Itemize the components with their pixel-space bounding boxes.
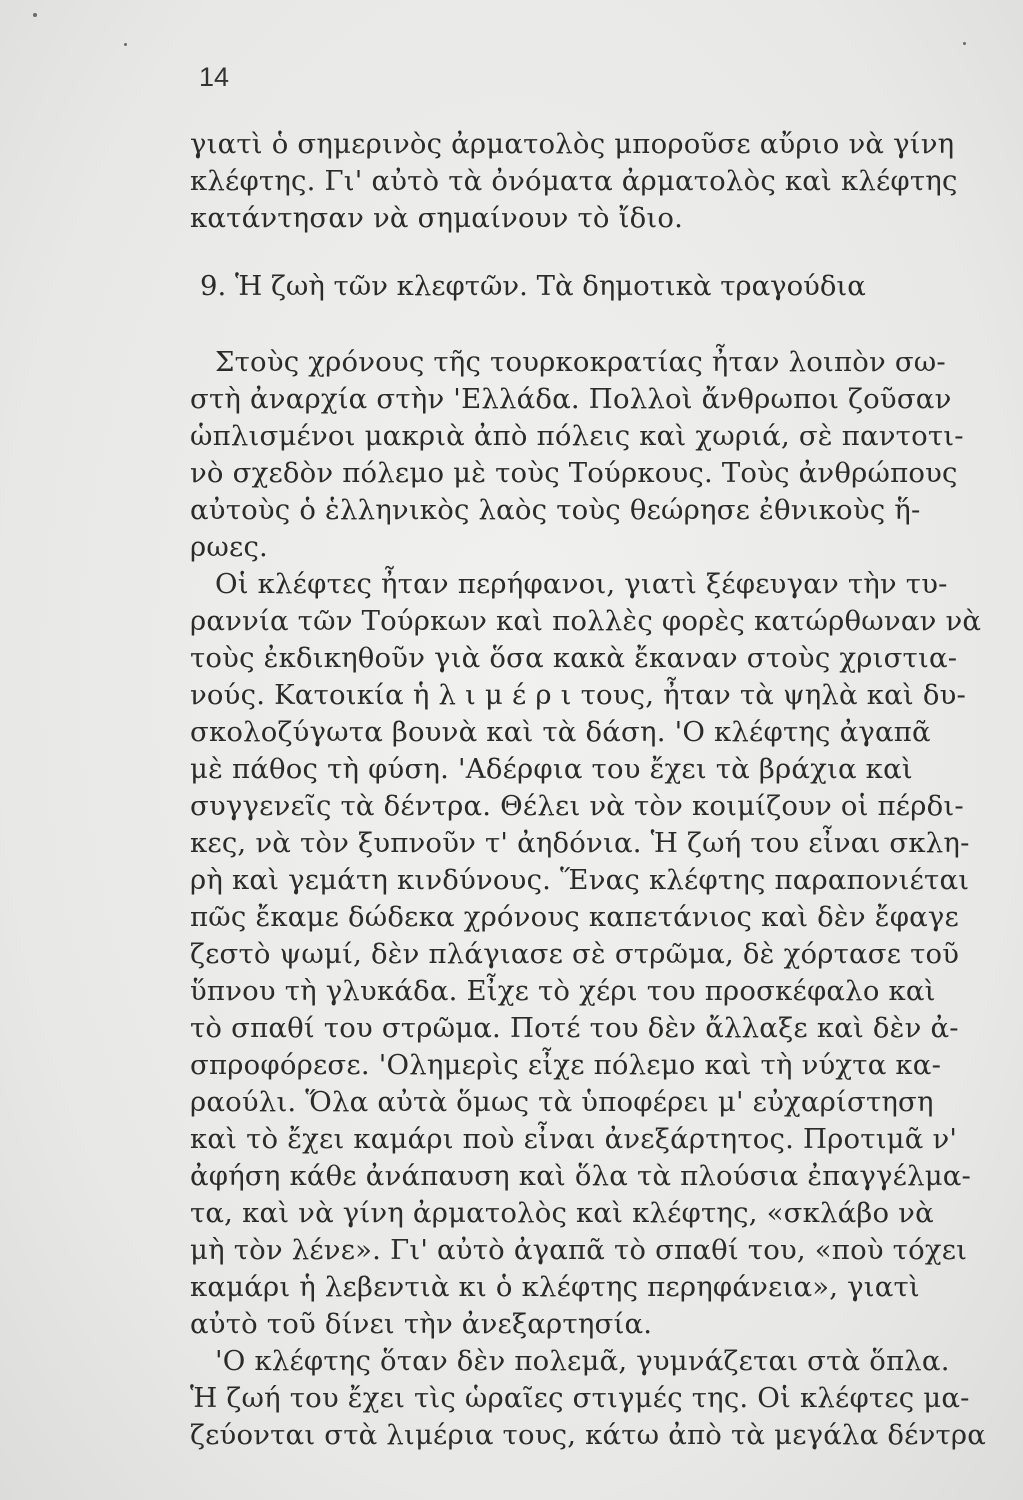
text-line: κες, νὰ τὸν ξυπνοῦν τ' ἀηδόνια. Ἡ ζωή του εἶναι σκλη- bbox=[190, 827, 970, 859]
text-line: ὕπνου τὴ γλυκάδα. Εἶχε τὸ χέρι του προσκέφαλο καὶ bbox=[190, 975, 936, 1007]
text-line: Οἱ κλέφτες ἦταν περήφανοι, γιατὶ ξέφευγαν τὴν τυ- bbox=[215, 568, 948, 600]
text-line: τοὺς ἐκδικηθοῦν γιὰ ὅσα κακὰ ἔκαναν στοὺς χριστια- bbox=[190, 642, 958, 674]
text-line: κλέφτης. Γι' αὐτὸ τὰ ὀνόματα ἀρματολὸς καὶ κλέφτης bbox=[190, 165, 958, 197]
text-line: μὲ πάθος τὴ φύση. 'Αδέρφια του ἔχει τὰ βράχια καὶ bbox=[190, 753, 913, 785]
text-line: κατάντησαν νὰ σημαίνουν τὸ ἴδιο. bbox=[190, 202, 684, 234]
text-line: νὸ σχεδὸν πόλεμο μὲ τοὺς Τούρκους. Τοὺς ἀνθρώπους bbox=[190, 457, 958, 489]
text-line: μὴ τὸν λένε». Γι' αὐτὸ ἀγαπᾶ τὸ σπαθί του, «ποὺ τόχει bbox=[190, 1234, 968, 1266]
text-line: ραούλι. Ὅλα αὐτὰ ὅμως τὰ ὑποφέρει μ' εὐχαρίστηση bbox=[190, 1086, 934, 1118]
text-line: ραννία τῶν Τούρκων καὶ πολλὲς φορὲς κατώρθωναν νὰ bbox=[190, 605, 982, 637]
text-line: συγγενεῖς τὰ δέντρα. Θέλει νὰ τὸν κοιμίζουν οἱ πέρδι- bbox=[190, 790, 964, 822]
text-line: ἀφήση κάθε ἀνάπαυση καὶ ὅλα τὰ πλούσια ἐπαγγέλμα- bbox=[190, 1160, 972, 1192]
text-line: ζεύονται στὰ λιμέρια τους, κάτω ἀπὸ τὰ μεγάλα δέντρα bbox=[190, 1419, 987, 1451]
paper-speck bbox=[33, 13, 37, 17]
text-line: αὐτοὺς ὁ ἑλληνικὸς λαὸς τοὺς θεώρησε ἐθνικοὺς ἥ- bbox=[190, 494, 921, 526]
section-heading: 9. Ἡ ζωὴ τῶν κλεφτῶν. Τὰ δημοτικὰ τραγούδια bbox=[200, 270, 866, 302]
text-line: σκολοζύγωτα βουνὰ καὶ τὰ δάση. 'Ο κλέφτης ἀγαπᾶ bbox=[190, 716, 931, 748]
text-line: ζεστὸ ψωμί, δὲν πλάγιασε σὲ στρῶμα, δὲ χόρτασε τοῦ bbox=[190, 938, 960, 970]
text-line: ὡπλισμένοι μακριὰ ἀπὸ πόλεις καὶ χωριά, σὲ παντοτι- bbox=[190, 420, 964, 452]
text-line: ρωες. bbox=[190, 531, 268, 563]
text-line: σπροφόρεσε. 'Ολημερὶς εἶχε πόλεμο καὶ τὴ νύχτα κα- bbox=[190, 1049, 942, 1081]
text-line: γιατὶ ὁ σημερινὸς ἀρματολὸς μποροῦσε αὔριο νὰ γίνη bbox=[190, 128, 955, 160]
text-line: αὐτὸ τοῦ δίνει τὴν ἀνεξαρτησία. bbox=[190, 1308, 653, 1340]
text-line: καμάρι ἡ λεβεντιὰ κι ὁ κλέφτης περηφάνεια», γιατὶ bbox=[190, 1271, 920, 1303]
text-line: καὶ τὸ ἔχει καμάρι ποὺ εἶναι ἀνεξάρτητος. Προτιμᾶ ν' bbox=[190, 1123, 958, 1155]
text-line: τα, καὶ νὰ γίνη ἀρματολὸς καὶ κλέφτης, «σκλάβο νὰ bbox=[190, 1197, 934, 1229]
text-line: νούς. Κατοικία ἡ λ ι μ έ ρ ι τους, ἦταν τὰ ψηλὰ καὶ δυ- bbox=[190, 679, 967, 711]
text-line: 'Ο κλέφτης ὅταν δὲν πολεμᾶ, γυμνάζεται στὰ ὅπλα. bbox=[215, 1345, 950, 1377]
page-number: 14 bbox=[199, 62, 230, 92]
text-line: ρὴ καὶ γεμάτη κινδύνους. Ἕνας κλέφτης παραπονιέται bbox=[190, 864, 970, 896]
text-line: Στοὺς χρόνους τῆς τουρκοκρατίας ἦταν λοιπὸν σω- bbox=[215, 346, 946, 378]
text-line: πῶς ἔκαμε δώδεκα χρόνους καπετάνιος καὶ δὲν ἔφαγε bbox=[190, 901, 960, 933]
text-line: τὸ σπαθί του στρῶμα. Ποτέ του δὲν ἄλλαξε καὶ δὲν ἀ- bbox=[190, 1012, 959, 1044]
paper-speck bbox=[124, 43, 127, 46]
text-line: Ἡ ζωή του ἔχει τὶς ὡραῖες στιγμές της. Οἱ κλέφτες μα- bbox=[190, 1382, 970, 1414]
text-line: στὴ ἀναρχία στὴν 'Ελλάδα. Πολλοὶ ἄνθρωποι ζοῦσαν bbox=[190, 383, 952, 415]
paper-speck bbox=[963, 42, 966, 45]
